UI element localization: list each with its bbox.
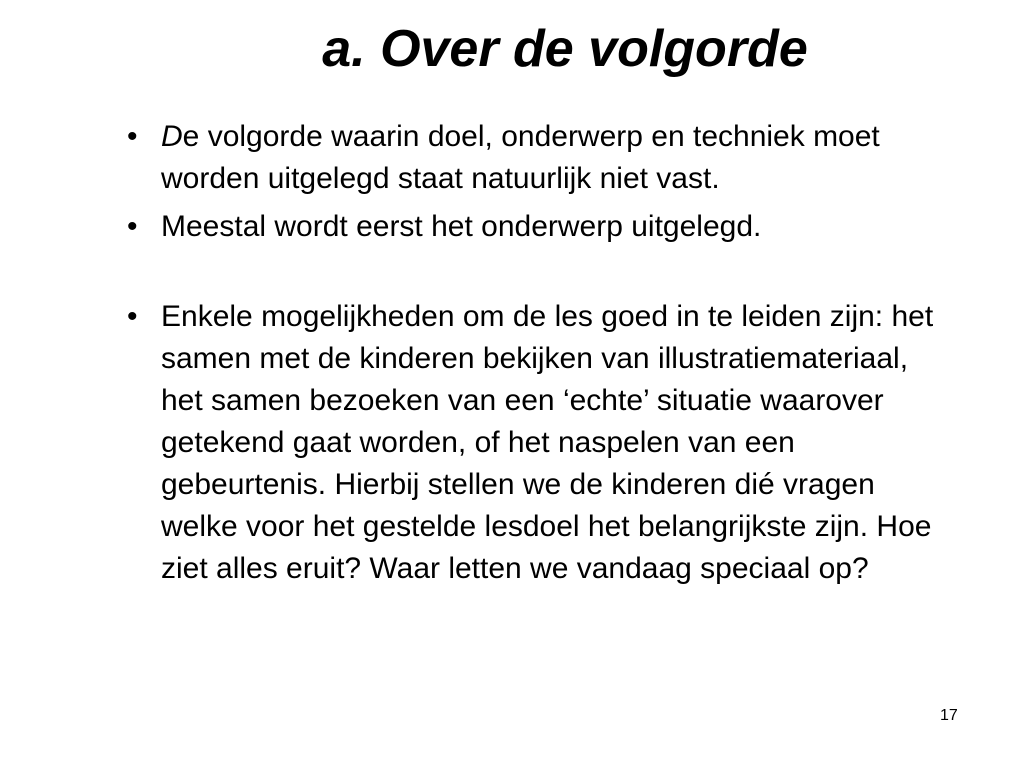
bullet-marker: • — [127, 120, 138, 153]
slide-title — [0, 18, 1024, 80]
title-prefix: a. — [322, 20, 366, 78]
bullet-first-letter: D — [161, 120, 183, 153]
bullet-marker: • — [127, 210, 138, 243]
bullet-item — [120, 206, 940, 248]
bullet-list — [120, 116, 940, 596]
bullet-marker: • — [127, 300, 138, 333]
bullet-text: Meestal wordt eerst het onderwerp uitgelegd. — [161, 210, 762, 243]
slide-number: 17 — [940, 707, 958, 724]
title-text: Over de volgorde — [380, 20, 808, 78]
bullet-text: e volgorde waarin doel, onderwerp en techniek moet worden uitgelegd staat natuurlijk niet vast. — [161, 120, 880, 195]
bullet-text: Enkele mogelijkheden om de les goed in te leiden zijn: het samen met de kinderen bekijken van illustratiemateriaal, het samen bezoeken van een ‘echte’ situatie waarover getekend gaat worden, of het naspelen van een gebeurtenis. Hierbij stellen we de kinderen dié vragen welke voor het gestelde lesdoel het belangrijkste zijn. Hoe ziet alles eruit? Waar letten we vandaag speciaal op? — [161, 300, 934, 585]
bullet-item — [120, 296, 940, 590]
bullet-item — [120, 116, 940, 200]
